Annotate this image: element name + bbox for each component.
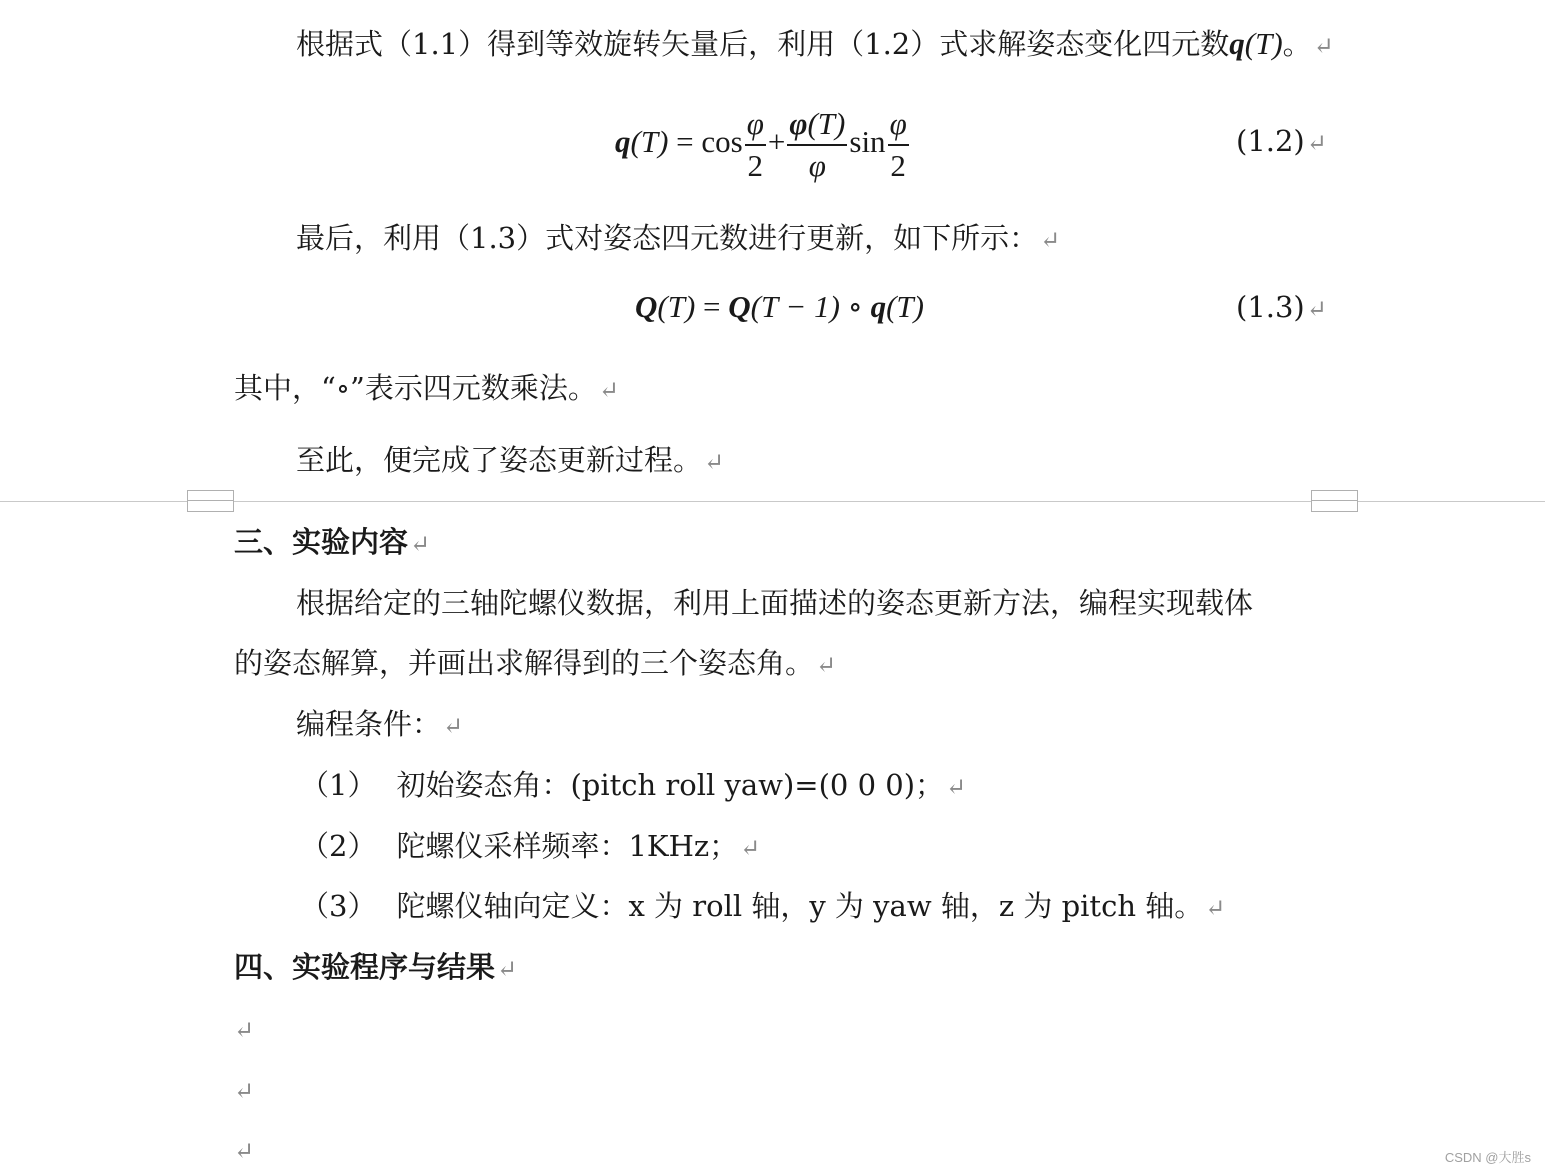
paragraph-text: 其中，“∘”表示四元数乘法。 [234,371,597,405]
paragraph-mark-icon: ↵ [740,834,761,862]
condition-item [300,767,966,805]
eq-plus: + [767,124,786,160]
equation-number-1-3 [1236,290,1327,324]
empty-paragraph [232,1071,254,1109]
eq-arg: (T) [886,289,924,324]
heading-text: 三、实验内容 [234,525,409,559]
eq-cos: = cos [668,124,743,160]
equation-number: (1.2) [1236,124,1305,158]
fraction-denominator: 2 [747,148,764,183]
paragraph-mark-icon: ↵ [410,530,431,558]
condition-text: 陀螺仪轴向定义：x 为 roll 轴，y 为 yaw 轴，z 为 pitch 轴。 [396,889,1204,923]
paragraph-mark-icon: ↵ [234,1077,255,1105]
equation-number: (1.3) [1236,290,1305,324]
paragraph-mark-icon: ↵ [234,1137,255,1165]
fraction-numerator: φ [888,104,909,146]
eq-arg: (T − 1) [750,289,840,324]
fraction-phi-over-2 [888,104,909,186]
paragraph-tail: 。 [1282,27,1312,61]
watermark: CSDN @大胜s [1444,1150,1531,1165]
page-corner-right [1311,490,1358,512]
page-corner-left [187,490,234,512]
condition-text: 初始姿态角：(pitch roll yaw)=(0 0 0)； [396,768,945,802]
paragraph-mark-icon: ↵ [1306,129,1327,157]
eq-lhs-arg: (T) [630,124,669,160]
fraction-numerator [787,104,847,146]
paragraph-mark-icon: ↵ [497,955,518,983]
paragraph-mark-icon: ↵ [234,1016,255,1044]
paragraph-mark-icon: ↵ [598,376,619,404]
eq-equals: = [695,289,729,324]
condition-text: 陀螺仪采样频率：1KHz； [396,829,739,863]
eq-q: q [870,289,887,324]
paragraph-update-intro [296,220,1060,258]
phi-arg: (T) [807,106,846,141]
empty-paragraph [232,1131,254,1169]
paragraph-text: 根据给定的三轴陀螺仪数据，利用上面描述的姿态更新方法，编程实现载体 [296,586,1254,620]
section-heading-3 [234,524,430,562]
paragraph-text: 至此，便完成了姿态更新过程。 [296,443,703,477]
condition-item [300,828,760,866]
paragraph-text: 的姿态解算，并画出求解得到的三个姿态角。 [234,646,815,680]
paragraph-circ-definition [234,370,619,408]
conditions-title [296,706,463,744]
paragraph-mark-icon: ↵ [1040,226,1061,254]
paragraph-mark-icon: ↵ [1313,32,1334,60]
paragraph-mark-icon: ↵ [946,773,967,801]
paragraph-mark-icon: ↵ [1306,295,1327,323]
paragraph-text: 根据式（1.1）得到等效旋转矢量后，利用（1.2）式求解姿态变化四元数 [296,27,1230,61]
heading-text: 四、实验程序与结果 [234,950,496,984]
inline-math-q: q [1229,26,1245,61]
paragraph-mark-icon: ↵ [704,448,725,476]
paragraph-mark-icon: ↵ [1205,894,1226,922]
paragraph-text: 最后，利用（1.3）式对姿态四元数进行更新，如下所示： [296,221,1039,255]
eq-sin: sin [849,124,886,160]
fraction-phiT-over-phi [787,104,847,186]
fraction-denominator: 2 [890,148,906,183]
condition-item [300,888,1225,926]
equation-1-2 [615,104,911,186]
paragraph-mark-icon: ↵ [816,651,837,679]
fraction-phi-over-2 [745,104,766,186]
paragraph-experiment-line1 [296,585,1253,621]
eq-lhs-q: q [615,124,631,160]
paragraph-mark-icon: ↵ [443,712,464,740]
eq-Q: Q [635,289,658,324]
bold-phi: φ [789,106,808,141]
fraction-denominator: φ [808,148,826,183]
empty-paragraph [232,1010,254,1048]
paragraph-experiment-line2 [234,645,836,683]
eq-Q: Q [728,289,751,324]
fraction-numerator: φ [745,104,766,146]
inline-math-T: (T) [1244,26,1283,61]
equation-number-1-2 [1236,124,1327,158]
equation-1-3 [635,289,924,325]
eq-circ: ∘ [839,289,871,324]
condition-marker: （3） [300,889,377,923]
condition-marker: （2） [300,829,377,863]
paragraph-quaternion-intro [296,26,1334,64]
conditions-title-text: 编程条件： [296,707,442,741]
section-heading-4 [234,949,517,987]
condition-marker: （1） [300,768,377,802]
eq-arg: (T) [657,289,696,324]
paragraph-conclusion [296,442,724,480]
